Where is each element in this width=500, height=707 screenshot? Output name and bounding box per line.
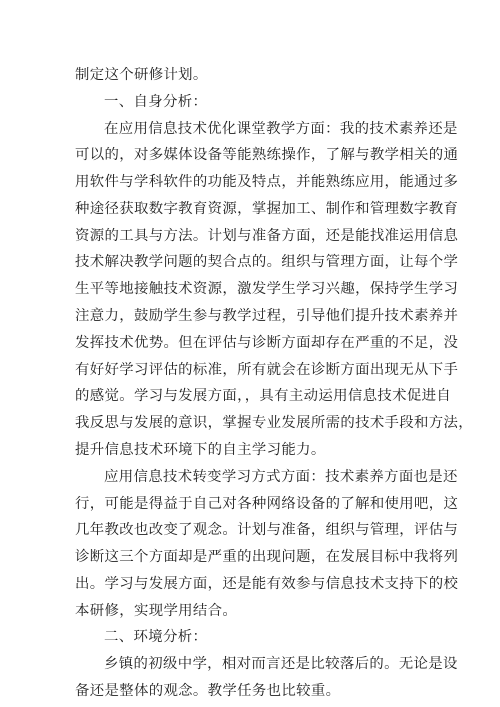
paragraph-line: 本研修，实现学用结合。 xyxy=(75,603,238,619)
paragraph-line: 种途径获取数字教育资源，掌握加工、制作和管理数字教育 xyxy=(75,201,459,217)
paragraph-line: 我反思与发展的意识，掌握专业发展所需的技术手段和方法， xyxy=(75,415,473,431)
paragraph-line: 诊断这三个方面却是严重的出现问题，在发展目标中我将列 xyxy=(75,549,459,565)
paragraph-line: 生平等地接触技术资源，激发学生学习兴趣，保持学生学习 xyxy=(75,281,459,297)
text-line: 制定这个研修计划。 xyxy=(75,67,208,83)
paragraph-line: 发挥技术优势。但在评估与诊断方面却存在严重的不足，没 xyxy=(75,335,459,351)
paragraph-line: 注意力，鼓励学生参与教学过程，引导他们提升技术素养并 xyxy=(75,308,459,324)
paragraph-line: 技术解决教学问题的契合点的。组织与管理方面，让每个学 xyxy=(75,254,459,270)
paragraph-line: 应用信息技术转变学习方式方面：技术素养方面也是还 xyxy=(104,469,458,485)
paragraph-line: 备还是整体的观念。教学任务也比较重。 xyxy=(75,683,341,699)
paragraph-line: 几年教改也改变了观念。计划与准备，组织与管理，评估与 xyxy=(75,522,459,538)
paragraph-line: 可以的，对多媒体设备等能熟练操作，了解与教学相关的通 xyxy=(75,147,459,163)
paragraph-line: 出。学习与发展方面，还是能有效参与信息技术支持下的校 xyxy=(75,576,459,592)
paragraph-line: 行，可能是得益于自己对各种网络设备的了解和使用吧，这 xyxy=(75,496,459,512)
section-heading-self-analysis: 一、自身分析： xyxy=(104,94,208,110)
paragraph-line: 提升信息技术环境下的自主学习能力。 xyxy=(75,442,326,458)
paragraph-line: 用软件与学科软件的功能及特点，并能熟练应用，能通过多 xyxy=(75,174,459,190)
section-heading-environment-analysis: 二、环境分析： xyxy=(104,629,208,645)
paragraph-line: 在应用信息技术优化课堂教学方面：我的技术素养还是 xyxy=(104,121,458,137)
paragraph-line: 的感觉。学习与发展方面，，具有主动运用信息技术促进自 xyxy=(75,388,452,404)
paragraph-line: 资源的工具与方法。计划与准备方面，还是能找准运用信息 xyxy=(75,228,459,244)
paragraph-line: 乡镇的初级中学，相对而言还是比较落后的。无论是设 xyxy=(104,656,458,672)
paragraph-line: 有好好学习评估的标准，所有就会在诊断方面出现无从下手 xyxy=(75,362,459,378)
